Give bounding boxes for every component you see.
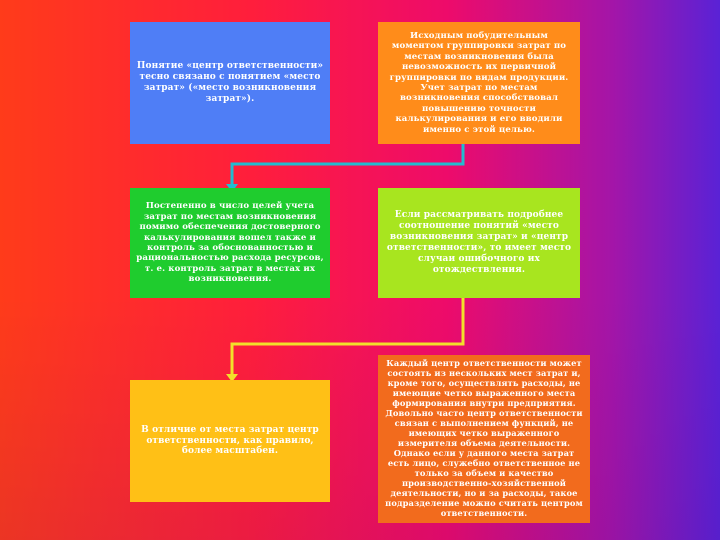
box-concept-comparison-text: Если рассматривать подробнее соотношение понятий «место возникновения затрат» и «центр ответственности», то имеет место случаи ошибочного их отождествления.	[386, 210, 572, 275]
box-responsibility-details-text: Каждый центр ответственности может состоять из нескольких мест затрат и, кроме того, осуществлять расходы, не имеющие четко выраженного места формирования внутри предприятия. Довольно часто центр ответственности связан с выполнением функций, не имеющих четко выраженного измерителя объема деятельности. Однако если у данного места затрат есть лицо, служебно ответственное не только за объем и качество производственно-хозяйственной деятельности, но и за расходы, такое подразделение можно считать центром ответственности.	[385, 358, 583, 518]
box-scale-difference-text: В отличие от места затрат центр ответственности, как правило, более масштабен.	[141, 424, 319, 457]
box-scale-difference	[130, 380, 330, 502]
connector-upper	[232, 144, 463, 190]
box-control-goals-text: Постепенно в число целей учета затрат по местам возникновения помимо обеспечения достоверного калькулирования вошел также и контроль за обоснованностью и рациональностью расхода ресурсов, т. е. контроль затрат в местах их возникновения.	[136, 201, 324, 285]
box-control-goals	[130, 188, 330, 298]
box-concept-comparison	[378, 188, 580, 298]
box-responsibility-details	[378, 355, 590, 523]
box-grouping-origin-text: Исходным побудительным моментом группировки затрат по местам возникновения была невозможность их первичной группировки по видам продукции. Учет затрат по местам возникновения способствовал повышению точности калькулирования и его вводили именно с этой целью.	[389, 30, 569, 135]
box-grouping-origin	[378, 22, 580, 144]
box-center-concept-text: Понятие «центр ответственности» тесно связано с понятием «место затрат» («место возникновения затрат»).	[136, 61, 324, 104]
box-center-concept	[130, 22, 330, 144]
